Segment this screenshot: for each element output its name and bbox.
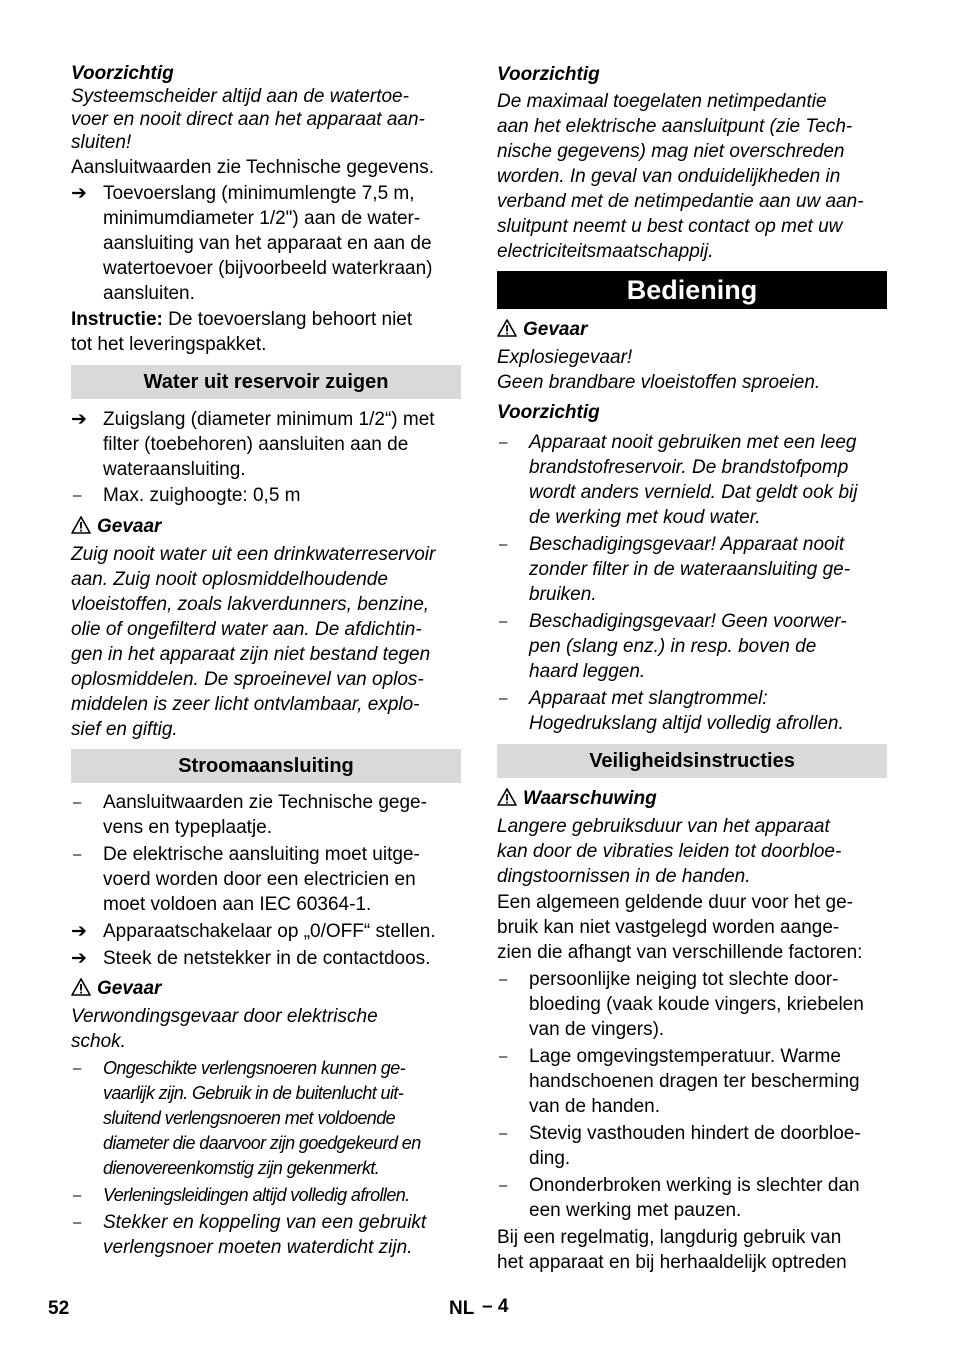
text-line: sluitpunt neemt u best contact op met uw: [497, 216, 843, 237]
text-line: voer en nooit direct aan het apparaat aan-: [71, 109, 425, 130]
step-connect-suction-hose: [71, 407, 461, 482]
item-text: [529, 688, 844, 734]
text-line: verband met de netimpedantie aan uw aan-: [497, 191, 864, 212]
text-line: Bij een regelmatig, langdurig gebruik van: [497, 1227, 842, 1248]
waterproof-plug-item: [71, 1210, 461, 1260]
text-line: brandstofreservoir. De brandstofpomp: [529, 457, 849, 478]
dash-bullet: –: [73, 1060, 81, 1077]
item-text: [529, 611, 847, 682]
arrow-icon: ➔: [71, 183, 87, 204]
right-column: [497, 62, 887, 1275]
text-line: De maximaal toegelaten netimpedantie: [497, 91, 827, 112]
text-line: schok.: [71, 1031, 126, 1052]
item-text: [103, 792, 427, 838]
item-text: [529, 1046, 860, 1117]
dash-bullet: –: [73, 1214, 82, 1231]
item-text: [529, 534, 850, 605]
warning-label: Gevaar: [97, 978, 162, 999]
text-line: worden. In geval van onduidelijkheden in: [497, 166, 841, 187]
text-line: tot het leveringspakket.: [71, 334, 267, 355]
caution-text: [497, 89, 887, 264]
text-line: sief en giftig.: [71, 719, 178, 740]
dash-bullet: –: [499, 536, 508, 553]
text-line: aan. Zuig nooit oplosmiddelhoudende: [71, 569, 388, 590]
text-line: De elektrische aansluiting moet uitge-: [103, 844, 420, 865]
factor-list-item: [497, 1044, 887, 1119]
caution-list-item: [497, 609, 887, 684]
text-line: Geen brandbare vloeistoffen sproeien.: [497, 372, 821, 393]
electrical-connection-item: [71, 842, 461, 917]
dash-bullet: –: [499, 690, 508, 707]
text-line: van de vingers).: [529, 1019, 665, 1040]
warning-triangle-icon: [497, 319, 517, 337]
item-text: [529, 432, 857, 528]
text-line: Apparaat nooit gebruiken met een leeg: [529, 432, 857, 453]
caution-list-item: [497, 686, 887, 736]
arrow-icon: ➔: [71, 921, 87, 942]
text-line: sluiten!: [71, 132, 132, 153]
dash-bullet: –: [499, 613, 508, 630]
left-column: [71, 62, 461, 1260]
dash-bullet: –: [499, 1177, 508, 1194]
text-line: diameter die daarvoor zijn goedgekeurd en: [103, 1133, 421, 1153]
item-text: [529, 1175, 860, 1221]
text-line: bloeding (vaak koude vingers, kriebelen: [529, 994, 864, 1015]
danger-text: [71, 542, 461, 742]
dash-bullet: –: [499, 1048, 508, 1065]
extension-cord-warning: [71, 1056, 461, 1181]
danger-heading: [71, 976, 461, 1001]
caution-heading: Voorzichtig: [497, 402, 600, 423]
warning-label: Gevaar: [523, 319, 588, 340]
text-line: Ononderbroken werking is slechter dan: [529, 1175, 860, 1196]
text-line: het apparaat en bij herhaaldelijk optreden: [497, 1252, 847, 1273]
text-line: pen (slang enz.) in resp. boven de: [529, 636, 817, 657]
text-line: bruik kan niet vastgelegd worden aange-: [497, 917, 840, 938]
text-line: Toevoerslang (minimumlengte 7,5 m,: [103, 183, 415, 204]
power-values-item: [71, 790, 461, 840]
step-connect-hose: [71, 181, 461, 306]
step-plug-in: [71, 946, 461, 971]
text-line: Stekker en koppeling van een gebruikt: [103, 1212, 427, 1233]
dash-bullet: –: [73, 487, 82, 504]
caution-text: [71, 85, 461, 154]
text-line: Langere gebruiksduur van het apparaat: [497, 816, 830, 837]
dash-bullet: –: [73, 1187, 81, 1204]
dash-bullet: –: [499, 971, 508, 988]
text-line: een werking met pauzen.: [529, 1200, 742, 1221]
max-suction-height: [71, 483, 461, 508]
sub-page-number: – 4: [482, 1296, 509, 1317]
warning-label: Gevaar: [97, 516, 162, 537]
text-line: Beschadigingsgevaar! Apparaat nooit: [529, 534, 845, 555]
text-line: gen in het apparaat zijn niet bestand tegen: [71, 644, 431, 665]
arrow-icon: ➔: [71, 409, 87, 430]
warning-label: Waarschuwing: [523, 788, 657, 809]
general-duration-text: [497, 890, 887, 965]
text-line: Zuigslang (diameter minimum 1/2“) met: [103, 409, 435, 430]
text-line: kan door de vibraties leiden tot doorbloe-: [497, 841, 842, 862]
text-line: watertoevoer (bijvoorbeeld waterkraan): [103, 258, 433, 279]
section-heading-power: Stroomaansluiting: [71, 749, 461, 783]
text-line: Verwondingsgevaar door elektrische: [71, 1006, 378, 1027]
closing-text: [497, 1225, 887, 1275]
text-line: Hogedrukslang altijd volledig afrollen.: [529, 713, 844, 734]
text-line: minimumdiameter 1/2") aan de water-: [103, 208, 421, 229]
item-text: Steek de netstekker in de contactdoos.: [103, 948, 431, 969]
text-line: aan het elektrische aansluitpunt (zie Tech-: [497, 116, 853, 137]
text-line: vloeistoffen, zoals lakverdunners, benzine,: [71, 594, 430, 615]
text-line: wateraansluiting.: [103, 459, 246, 480]
page-number: 52: [48, 1298, 70, 1319]
text-line: vaarlijk zijn. Gebruik in de buitenlucht uit-: [103, 1083, 404, 1103]
factor-list-item: [497, 967, 887, 1042]
item-text: [529, 1123, 861, 1169]
item-text: Max. zuighoogte: 0,5 m: [103, 485, 301, 506]
text-line: dingstoornissen in de handen.: [497, 866, 751, 887]
text-line: sluitend verlengsnoeren met voldoende: [103, 1108, 396, 1128]
item-text: [103, 1212, 426, 1258]
caution-list-item: [497, 430, 887, 530]
item-text: [103, 844, 420, 915]
text-line: bruiken.: [529, 584, 597, 605]
item-text: Apparaatschakelaar op „0/OFF“ stellen.: [103, 921, 436, 942]
text-line: ding.: [529, 1148, 571, 1169]
text-line: aansluiten.: [103, 283, 195, 304]
instruction-label: Instructie:: [71, 309, 163, 330]
text-line: Explosiegevaar!: [497, 347, 633, 368]
caution-heading: Voorzichtig: [71, 63, 174, 84]
text-line: oplosmiddelen. De sproeinevel van oplos-: [71, 669, 424, 690]
text-line: olie of ongefilterd water aan. De afdichtin-: [71, 619, 422, 640]
danger-text: [497, 345, 887, 395]
warning-heading: [497, 786, 887, 811]
dash-bullet: –: [499, 434, 508, 451]
text-line: voerd worden door een electricien en: [103, 869, 416, 890]
warning-triangle-icon: [71, 978, 91, 996]
caution-list-item: [497, 532, 887, 607]
dash-bullet: –: [73, 846, 82, 863]
text-line: wordt anders vernield. Dat geldt ook bij: [529, 482, 858, 503]
text-line: handschoenen dragen ter bescherming: [529, 1071, 860, 1092]
text-line: Stevig vasthouden hindert de doorbloe-: [529, 1123, 861, 1144]
dash-bullet: –: [73, 794, 82, 811]
text-line: verlengsnoer moeten waterdicht zijn.: [103, 1237, 413, 1258]
item-text: [103, 1058, 421, 1178]
text-line: De toevoerslang behoort niet: [168, 309, 413, 330]
factor-list-item: [497, 1173, 887, 1223]
dash-bullet: –: [499, 1125, 508, 1142]
warning-triangle-icon: [71, 516, 91, 534]
danger-heading: [497, 317, 887, 342]
danger-text: [71, 1004, 461, 1054]
text-line: Zuig nooit water uit een drinkwaterreservoir: [71, 544, 436, 565]
arrow-icon: ➔: [71, 948, 87, 969]
text-line: de werking met koud water.: [529, 507, 761, 528]
connection-values-text: Aansluitwaarden zie Technische gegevens.: [71, 157, 434, 178]
text-line: Ongeschikte verlengsnoeren kunnen ge-: [103, 1058, 406, 1078]
text-line: Beschadigingsgevaar! Geen voorwer-: [529, 611, 847, 632]
text-line: zien die afhangt van verschillende factoren:: [497, 942, 863, 963]
text-line: Lage omgevingstemperatuur. Warme: [529, 1046, 841, 1067]
item-text: [103, 409, 435, 480]
warning-text: [497, 814, 887, 889]
text-line: van de handen.: [529, 1096, 661, 1117]
section-heading-safety: Veiligheidsinstructies: [497, 744, 887, 778]
text-line: zonder filter in de wateraansluiting ge-: [529, 559, 851, 580]
section-heading-water-reservoir: Water uit reservoir zuigen: [71, 365, 461, 399]
text-line: persoonlijke neiging tot slechte door-: [529, 969, 839, 990]
item-text: [529, 969, 864, 1040]
text-line: aansluiting van het apparaat en aan de: [103, 233, 432, 254]
text-line: vens en typeplaatje.: [103, 817, 273, 838]
text-line: Aansluitwaarden zie Technische gege-: [103, 792, 427, 813]
danger-heading: [71, 514, 461, 539]
item-text: Verleningsleidingen altijd volledig afrollen.: [103, 1185, 410, 1205]
text-line: nische gegevens) mag niet overschreden: [497, 141, 845, 162]
unroll-extension-item: [71, 1183, 461, 1208]
text-line: dienovereenkomstig zijn gekenmerkt.: [103, 1158, 380, 1178]
text-line: haard leggen.: [529, 661, 646, 682]
text-line: electriciteitsmaatschappij.: [497, 241, 714, 262]
text-line: moet voldoen aan IEC 60364-1.: [103, 894, 372, 915]
text-line: filter (toebehoren) aansluiten aan de: [103, 434, 409, 455]
text-line: Systeemscheider altijd aan de watertoe-: [71, 86, 409, 107]
item-text: [103, 183, 433, 304]
caution-heading: Voorzichtig: [497, 64, 600, 85]
text-line: Een algemeen geldende duur voor het ge-: [497, 892, 853, 913]
chapter-heading-operation: Bediening: [497, 271, 887, 309]
text-line: Apparaat met slangtrommel:: [529, 688, 768, 709]
factor-list-item: [497, 1121, 887, 1171]
language-code: NL: [449, 1298, 475, 1319]
warning-triangle-icon: [497, 788, 517, 806]
text-line: middelen is zeer licht ontvlambaar, explo-: [71, 694, 420, 715]
instruction-note: [71, 307, 461, 357]
step-switch-off: [71, 919, 461, 944]
